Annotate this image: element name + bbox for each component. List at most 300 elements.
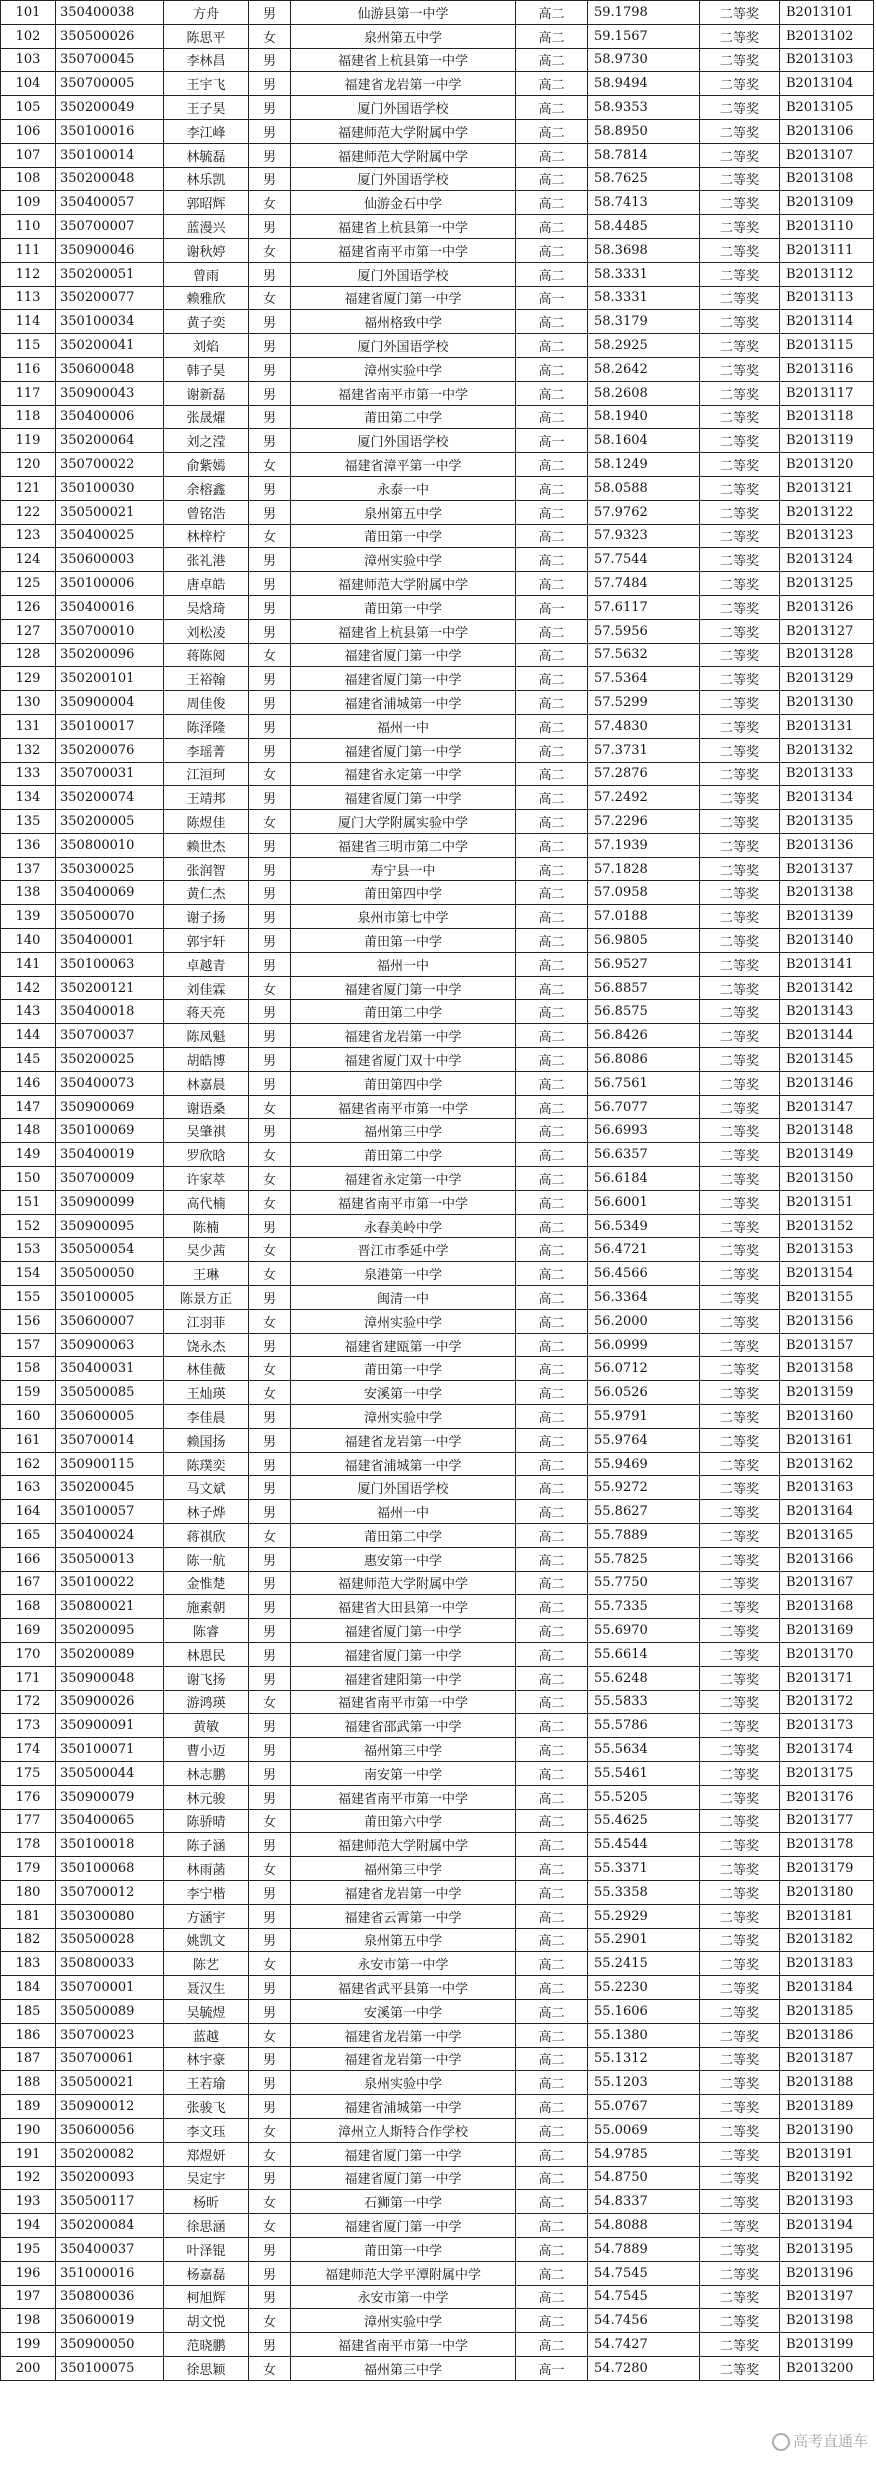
cell-seq: 169 (1, 1619, 56, 1643)
table-row (1, 762, 874, 786)
cell-exam-id: 350400024 (56, 1524, 164, 1548)
cell-award: 二等奖 (700, 167, 780, 191)
cell-seq: 118 (1, 405, 56, 429)
cell-seq: 116 (1, 357, 56, 381)
cell-exam-id: 350200041 (56, 334, 164, 358)
cell-cert-no: B2013117 (780, 381, 874, 405)
cell-cert-no: B2013158 (780, 1357, 874, 1381)
cell-gender: 男 (249, 2333, 291, 2357)
cell-exam-id: 350300080 (56, 1904, 164, 1928)
cell-gender: 女 (249, 1690, 291, 1714)
cell-score: 57.2876 (588, 762, 700, 786)
table-row (1, 1666, 874, 1690)
table-row (1, 1928, 874, 1952)
cell-exam-id: 350200076 (56, 738, 164, 762)
cell-seq: 191 (1, 2142, 56, 2166)
cell-name: 陈睿 (164, 1619, 249, 1643)
cell-exam-id: 350700009 (56, 1167, 164, 1191)
cell-award: 二等奖 (700, 1, 780, 25)
cell-seq: 133 (1, 762, 56, 786)
cell-gender: 男 (249, 1714, 291, 1738)
cell-gender: 男 (249, 1333, 291, 1357)
table-row (1, 1999, 874, 2023)
table-row (1, 143, 874, 167)
cell-exam-id: 350500026 (56, 24, 164, 48)
cell-seq: 181 (1, 1904, 56, 1928)
table-row (1, 2047, 874, 2071)
cell-gender: 男 (249, 1999, 291, 2023)
cell-name: 张润智 (164, 857, 249, 881)
cell-exam-id: 350700010 (56, 619, 164, 643)
table-row (1, 1286, 874, 1310)
cell-grade: 高二 (516, 310, 588, 334)
cell-gender: 男 (249, 1785, 291, 1809)
cell-cert-no: B2013153 (780, 1238, 874, 1262)
cell-gender: 男 (249, 381, 291, 405)
wechat-logo-icon (772, 2433, 790, 2451)
table-row (1, 1738, 874, 1762)
cell-gender: 女 (249, 286, 291, 310)
cell-school: 漳州立人斯特合作学校 (291, 2118, 516, 2142)
cell-school: 莆田第四中学 (291, 1071, 516, 1095)
cell-seq: 114 (1, 310, 56, 334)
cell-grade: 高二 (516, 1524, 588, 1548)
table-row (1, 2142, 874, 2166)
table-row (1, 381, 874, 405)
cell-name: 郭宇轩 (164, 929, 249, 953)
cell-score: 55.8627 (588, 1500, 700, 1524)
cell-grade: 高二 (516, 1309, 588, 1333)
cell-exam-id: 350200074 (56, 786, 164, 810)
cell-gender: 男 (249, 1833, 291, 1857)
cell-exam-id: 350100018 (56, 1833, 164, 1857)
cell-score: 58.9494 (588, 72, 700, 96)
cell-school: 晋江市季延中学 (291, 1238, 516, 1262)
cell-grade: 高二 (516, 405, 588, 429)
cell-award: 二等奖 (700, 1190, 780, 1214)
cell-grade: 高二 (516, 952, 588, 976)
cell-exam-id: 350900079 (56, 1785, 164, 1809)
table-row (1, 1904, 874, 1928)
cell-score: 54.8337 (588, 2190, 700, 2214)
cell-gender: 女 (249, 2214, 291, 2238)
cell-cert-no: B2013124 (780, 548, 874, 572)
cell-grade: 高二 (516, 2190, 588, 2214)
cell-name: 王靖邦 (164, 786, 249, 810)
cell-gender: 男 (249, 1119, 291, 1143)
cell-grade: 高二 (516, 72, 588, 96)
cell-school: 厦门外国语学校 (291, 167, 516, 191)
table-row (1, 2356, 874, 2380)
cell-grade: 高二 (516, 643, 588, 667)
cell-score: 55.9791 (588, 1405, 700, 1429)
cell-school: 厦门大学附属实验中学 (291, 810, 516, 834)
table-row (1, 1095, 874, 1119)
cell-score: 55.4544 (588, 1833, 700, 1857)
cell-name: 范晓鹏 (164, 2333, 249, 2357)
cell-school: 泉州第五中学 (291, 500, 516, 524)
table-row (1, 1381, 874, 1405)
cell-grade: 高二 (516, 762, 588, 786)
cell-cert-no: B2013139 (780, 905, 874, 929)
cell-gender: 男 (249, 1428, 291, 1452)
cell-gender: 男 (249, 1024, 291, 1048)
cell-school: 莆田第二中学 (291, 1524, 516, 1548)
cell-grade: 高二 (516, 1024, 588, 1048)
cell-seq: 139 (1, 905, 56, 929)
cell-seq: 119 (1, 429, 56, 453)
cell-award: 二等奖 (700, 548, 780, 572)
table-row (1, 2237, 874, 2261)
cell-exam-id: 350100068 (56, 1857, 164, 1881)
cell-cert-no: B2013172 (780, 1690, 874, 1714)
cell-award: 二等奖 (700, 619, 780, 643)
cell-score: 57.2492 (588, 786, 700, 810)
cell-gender: 女 (249, 24, 291, 48)
cell-name: 林元骏 (164, 1785, 249, 1809)
cell-seq: 148 (1, 1119, 56, 1143)
cell-exam-id: 350700045 (56, 48, 164, 72)
cell-name: 俞紫嫣 (164, 453, 249, 477)
table-row (1, 691, 874, 715)
cell-cert-no: B2013164 (780, 1500, 874, 1524)
cell-seq: 140 (1, 929, 56, 953)
cell-score: 55.5833 (588, 1690, 700, 1714)
cell-name: 陈楠 (164, 1214, 249, 1238)
cell-score: 57.0188 (588, 905, 700, 929)
table-row (1, 1000, 874, 1024)
cell-award: 二等奖 (700, 1571, 780, 1595)
cell-cert-no: B2013150 (780, 1167, 874, 1191)
cell-gender: 男 (249, 1880, 291, 1904)
cell-seq: 179 (1, 1857, 56, 1881)
cell-award: 二等奖 (700, 2356, 780, 2380)
cell-school: 泉州第五中学 (291, 24, 516, 48)
cell-cert-no: B2013156 (780, 1309, 874, 1333)
cell-exam-id: 350500021 (56, 500, 164, 524)
table-row (1, 119, 874, 143)
table-row (1, 786, 874, 810)
table-row (1, 976, 874, 1000)
cell-gender: 男 (249, 572, 291, 596)
cell-seq: 117 (1, 381, 56, 405)
cell-name: 金惟楚 (164, 1571, 249, 1595)
cell-cert-no: B2013197 (780, 2285, 874, 2309)
cell-exam-id: 350900048 (56, 1666, 164, 1690)
cell-exam-id: 350200089 (56, 1642, 164, 1666)
table-row (1, 857, 874, 881)
cell-name: 李江峰 (164, 119, 249, 143)
cell-award: 二等奖 (700, 429, 780, 453)
cell-exam-id: 350100022 (56, 1571, 164, 1595)
table-row (1, 2214, 874, 2238)
cell-award: 二等奖 (700, 1833, 780, 1857)
cell-name: 黄敏 (164, 1714, 249, 1738)
cell-seq: 111 (1, 238, 56, 262)
cell-exam-id: 350400006 (56, 405, 164, 429)
cell-cert-no: B2013134 (780, 786, 874, 810)
cell-award: 二等奖 (700, 1238, 780, 1262)
cell-gender: 女 (249, 524, 291, 548)
cell-grade: 高二 (516, 786, 588, 810)
cell-grade: 高二 (516, 881, 588, 905)
cell-exam-id: 350500085 (56, 1381, 164, 1405)
cell-grade: 高二 (516, 1071, 588, 1095)
cell-cert-no: B2013103 (780, 48, 874, 72)
cell-gender: 男 (249, 119, 291, 143)
cell-seq: 107 (1, 143, 56, 167)
cell-score: 56.0526 (588, 1381, 700, 1405)
cell-grade: 高二 (516, 167, 588, 191)
cell-cert-no: B2013112 (780, 262, 874, 286)
cell-grade: 高二 (516, 191, 588, 215)
cell-cert-no: B2013182 (780, 1928, 874, 1952)
cell-gender: 男 (249, 167, 291, 191)
table-row (1, 1071, 874, 1095)
table-row (1, 500, 874, 524)
table-row (1, 1595, 874, 1619)
cell-school: 永安市第一中学 (291, 2285, 516, 2309)
cell-seq: 194 (1, 2214, 56, 2238)
cell-cert-no: B2013140 (780, 929, 874, 953)
cell-seq: 135 (1, 810, 56, 834)
cell-exam-id: 350500021 (56, 2071, 164, 2095)
cell-score: 55.5205 (588, 1785, 700, 1809)
cell-exam-id: 350200077 (56, 286, 164, 310)
table-row (1, 286, 874, 310)
cell-seq: 192 (1, 2166, 56, 2190)
cell-exam-id: 350700061 (56, 2047, 164, 2071)
cell-cert-no: B2013138 (780, 881, 874, 905)
cell-name: 叶泽锟 (164, 2237, 249, 2261)
cell-award: 二等奖 (700, 48, 780, 72)
cell-cert-no: B2013199 (780, 2333, 874, 2357)
cell-score: 58.7413 (588, 191, 700, 215)
cell-score: 58.0588 (588, 476, 700, 500)
cell-grade: 高二 (516, 2285, 588, 2309)
cell-gender: 男 (249, 714, 291, 738)
cell-award: 二等奖 (700, 952, 780, 976)
cell-score: 55.6970 (588, 1619, 700, 1643)
cell-exam-id: 350400019 (56, 1143, 164, 1167)
cell-cert-no: B2013126 (780, 595, 874, 619)
cell-score: 56.8575 (588, 1000, 700, 1024)
cell-name: 陈一航 (164, 1547, 249, 1571)
cell-award: 二等奖 (700, 1262, 780, 1286)
cell-score: 56.2000 (588, 1309, 700, 1333)
cell-grade: 高二 (516, 143, 588, 167)
cell-school: 安溪第一中学 (291, 1381, 516, 1405)
cell-score: 56.8857 (588, 976, 700, 1000)
cell-award: 二等奖 (700, 334, 780, 358)
cell-cert-no: B2013177 (780, 1809, 874, 1833)
cell-score: 54.7456 (588, 2309, 700, 2333)
cell-name: 吴少茜 (164, 1238, 249, 1262)
table-row (1, 1476, 874, 1500)
cell-seq: 102 (1, 24, 56, 48)
cell-award: 二等奖 (700, 1476, 780, 1500)
cell-grade: 高二 (516, 1547, 588, 1571)
cell-cert-no: B2013123 (780, 524, 874, 548)
cell-cert-no: B2013108 (780, 167, 874, 191)
cell-gender: 男 (249, 1976, 291, 2000)
cell-seq: 161 (1, 1428, 56, 1452)
cell-gender: 女 (249, 2118, 291, 2142)
cell-cert-no: B2013168 (780, 1595, 874, 1619)
cell-grade: 高二 (516, 667, 588, 691)
cell-school: 泉港第一中学 (291, 1262, 516, 1286)
table-row (1, 1119, 874, 1143)
cell-award: 二等奖 (700, 1809, 780, 1833)
cell-school: 福建省上杭县第一中学 (291, 215, 516, 239)
cell-cert-no: B2013105 (780, 96, 874, 120)
cell-seq: 136 (1, 833, 56, 857)
cell-gender: 女 (249, 191, 291, 215)
cell-grade: 高二 (516, 1381, 588, 1405)
cell-cert-no: B2013136 (780, 833, 874, 857)
cell-school: 厦门外国语学校 (291, 262, 516, 286)
cell-gender: 男 (249, 548, 291, 572)
cell-award: 二等奖 (700, 405, 780, 429)
cell-seq: 160 (1, 1405, 56, 1429)
cell-exam-id: 350700023 (56, 2023, 164, 2047)
cell-grade: 高二 (516, 2261, 588, 2285)
cell-school: 福建师范大学附属中学 (291, 1833, 516, 1857)
cell-award: 二等奖 (700, 262, 780, 286)
table-body (1, 1, 874, 2381)
cell-school: 福州第三中学 (291, 2356, 516, 2380)
cell-score: 55.9764 (588, 1428, 700, 1452)
cell-school: 福建省厦门双十中学 (291, 1048, 516, 1072)
cell-seq: 101 (1, 1, 56, 25)
cell-score: 57.2296 (588, 810, 700, 834)
cell-award: 二等奖 (700, 238, 780, 262)
cell-cert-no: B2013142 (780, 976, 874, 1000)
cell-grade: 高二 (516, 714, 588, 738)
cell-name: 陈璞奕 (164, 1452, 249, 1476)
cell-gender: 女 (249, 1238, 291, 1262)
cell-gender: 男 (249, 215, 291, 239)
cell-cert-no: B2013137 (780, 857, 874, 881)
cell-school: 泉州第五中学 (291, 1928, 516, 1952)
cell-name: 赖国扬 (164, 1428, 249, 1452)
cell-score: 57.5364 (588, 667, 700, 691)
cell-exam-id: 350700005 (56, 72, 164, 96)
cell-seq: 124 (1, 548, 56, 572)
cell-exam-id: 350100034 (56, 310, 164, 334)
cell-name: 刘焰 (164, 334, 249, 358)
cell-gender: 男 (249, 262, 291, 286)
cell-school: 福建师范大学附属中学 (291, 143, 516, 167)
cell-name: 黄仁杰 (164, 881, 249, 905)
cell-score: 57.1828 (588, 857, 700, 881)
cell-name: 林嘉晨 (164, 1071, 249, 1095)
cell-award: 二等奖 (700, 1714, 780, 1738)
cell-score: 58.2642 (588, 357, 700, 381)
cell-award: 二等奖 (700, 691, 780, 715)
cell-name: 林宇豪 (164, 2047, 249, 2071)
cell-exam-id: 350700007 (56, 215, 164, 239)
cell-exam-id: 350200093 (56, 2166, 164, 2190)
cell-school: 福建省浦城第一中学 (291, 1452, 516, 1476)
cell-school: 福建省厦门第一中学 (291, 738, 516, 762)
cell-name: 刘佳霖 (164, 976, 249, 1000)
cell-seq: 183 (1, 1952, 56, 1976)
table-row (1, 1405, 874, 1429)
cell-exam-id: 350200005 (56, 810, 164, 834)
cell-school: 福建省南平市第一中学 (291, 381, 516, 405)
cell-award: 二等奖 (700, 1952, 780, 1976)
cell-score: 54.9785 (588, 2142, 700, 2166)
cell-school: 福建省上杭县第一中学 (291, 619, 516, 643)
cell-name: 陈骄晴 (164, 1809, 249, 1833)
cell-school: 厦门外国语学校 (291, 429, 516, 453)
cell-seq: 200 (1, 2356, 56, 2380)
cell-school: 厦门外国语学校 (291, 334, 516, 358)
cell-school: 寿宁县一中 (291, 857, 516, 881)
table-row (1, 2023, 874, 2047)
cell-school: 漳州实验中学 (291, 357, 516, 381)
cell-gender: 男 (249, 1214, 291, 1238)
cell-seq: 174 (1, 1738, 56, 1762)
cell-name: 谢秋婷 (164, 238, 249, 262)
cell-exam-id: 350200048 (56, 167, 164, 191)
cell-gender: 男 (249, 1928, 291, 1952)
cell-grade: 高二 (516, 548, 588, 572)
cell-gender: 男 (249, 96, 291, 120)
cell-exam-id: 350400069 (56, 881, 164, 905)
table-row (1, 1024, 874, 1048)
cell-gender: 女 (249, 1809, 291, 1833)
cell-award: 二等奖 (700, 1452, 780, 1476)
cell-cert-no: B2013196 (780, 2261, 874, 2285)
cell-cert-no: B2013119 (780, 429, 874, 453)
cell-name: 蓝越 (164, 2023, 249, 2047)
cell-award: 二等奖 (700, 2142, 780, 2166)
cell-grade: 高二 (516, 1571, 588, 1595)
cell-cert-no: B2013187 (780, 2047, 874, 2071)
cell-cert-no: B2013106 (780, 119, 874, 143)
cell-cert-no: B2013167 (780, 1571, 874, 1595)
cell-school: 福建省南平市第一中学 (291, 1690, 516, 1714)
cell-grade: 高二 (516, 905, 588, 929)
cell-name: 王灿瑛 (164, 1381, 249, 1405)
cell-name: 陈艺 (164, 1952, 249, 1976)
cell-name: 胡文悦 (164, 2309, 249, 2333)
cell-grade: 高二 (516, 2095, 588, 2119)
cell-cert-no: B2013125 (780, 572, 874, 596)
table-row (1, 310, 874, 334)
cell-cert-no: B2013184 (780, 1976, 874, 2000)
cell-score: 58.1604 (588, 429, 700, 453)
cell-school: 福建省龙岩第一中学 (291, 2023, 516, 2047)
cell-cert-no: B2013180 (780, 1880, 874, 1904)
cell-grade: 高二 (516, 2309, 588, 2333)
cell-name: 罗欣晗 (164, 1143, 249, 1167)
cell-grade: 高二 (516, 1286, 588, 1310)
cell-grade: 高二 (516, 215, 588, 239)
cell-exam-id: 350500028 (56, 1928, 164, 1952)
cell-award: 二等奖 (700, 1761, 780, 1785)
cell-seq: 123 (1, 524, 56, 548)
cell-award: 二等奖 (700, 453, 780, 477)
table-row (1, 619, 874, 643)
cell-school: 福建省龙岩第一中学 (291, 72, 516, 96)
cell-grade: 高二 (516, 334, 588, 358)
cell-grade: 高二 (516, 524, 588, 548)
cell-name: 陈子涵 (164, 1833, 249, 1857)
cell-cert-no: B2013183 (780, 1952, 874, 1976)
